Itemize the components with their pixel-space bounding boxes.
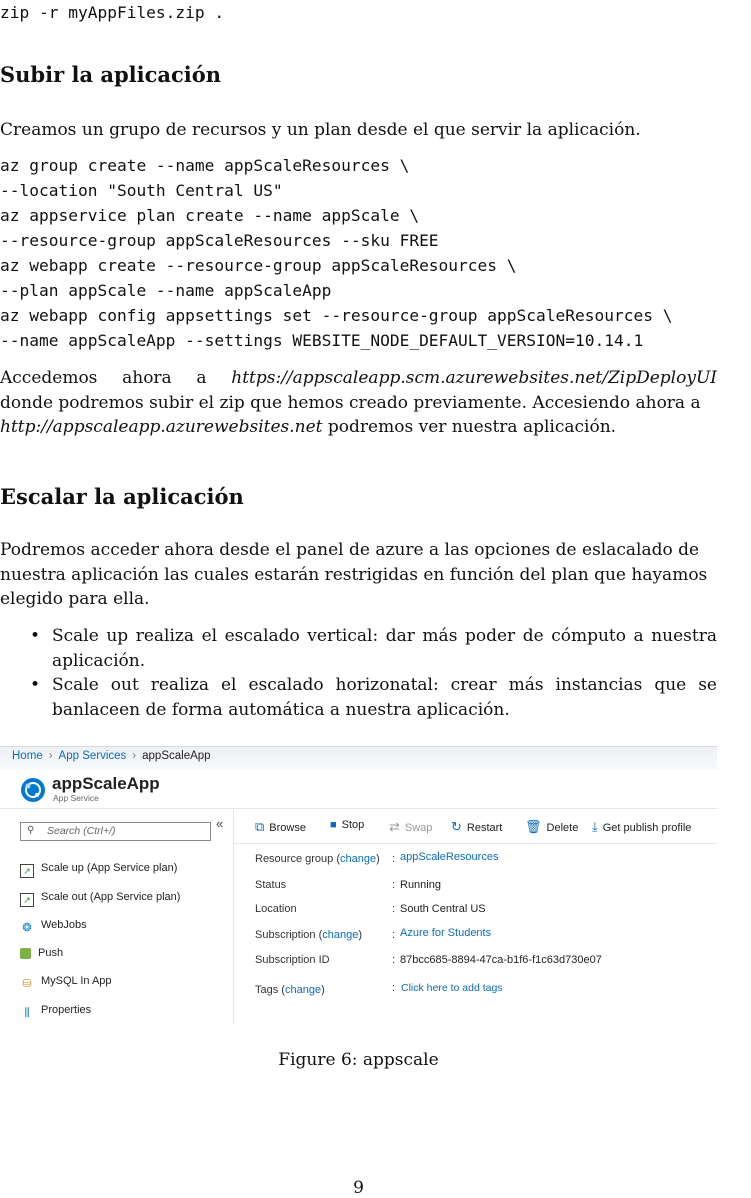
bullet-icon: • — [30, 675, 41, 696]
change-tags-link[interactable]: change — [284, 984, 322, 996]
list-item-line: Scale out realiza el escalado horizonatal: crear más instancias que se — [52, 675, 717, 696]
app-service-icon — [20, 777, 46, 803]
nav-item-scale-out[interactable] — [20, 891, 180, 907]
code-line: --plan appScale --name appScaleApp — [0, 281, 332, 300]
nav-item-label: Push — [38, 947, 64, 959]
prop-subscription-label: Subscription (change) — [255, 929, 363, 941]
bullet-list — [0, 624, 717, 722]
code-line: --resource-group appScaleResources --sku FREE — [0, 231, 439, 250]
code-line: --name appScaleApp --settings WEBSITE_NODE_DEFAULT_VERSION=10.14.1 — [0, 331, 644, 350]
page-number: 9 — [353, 1178, 364, 1198]
prop-label-text: Subscription — [255, 929, 316, 941]
colon: : — [392, 982, 396, 994]
nav-item-label: WebJobs — [41, 919, 87, 931]
nav-item-label: Scale up (App Service plan) — [41, 862, 178, 874]
toolbar-label: Get publish profile — [602, 822, 692, 834]
prop-resource-group-label: Resource group (change) — [255, 853, 380, 865]
nav-item-label: MySQL In App — [41, 975, 112, 987]
section2-paragraph — [0, 538, 717, 612]
scale-up-icon: ↗ — [20, 864, 34, 878]
restart-button[interactable] — [451, 819, 502, 835]
stop-button[interactable] — [330, 819, 364, 831]
breadcrumb-current: appScaleApp — [142, 750, 211, 762]
zipdeploy-link[interactable]: https://appscaleapp.scm.azurewebsites.net/ZipDeployUI — [231, 368, 717, 388]
code-line: --location "South Central US" — [0, 181, 283, 200]
search-input[interactable] — [20, 822, 211, 841]
swap-icon: ⇄ — [389, 819, 400, 834]
paragraph-text: Accedemos ahora a — [0, 368, 207, 388]
change-resource-group-link[interactable]: change — [340, 853, 377, 865]
prop-label-text: Tags — [255, 984, 279, 996]
mysql-icon: ⛁ — [22, 978, 32, 990]
browse-icon: ⧉ — [255, 819, 265, 834]
subscription-value[interactable]: Azure for Students — [400, 927, 492, 939]
push-icon — [20, 948, 31, 959]
collapse-menu-button[interactable]: « — [216, 816, 224, 831]
stop-icon: ■ — [330, 819, 337, 831]
paragraph-text: podremos ver nuestra aplicación. — [322, 417, 617, 438]
prop-tags-label: Tags (change) — [255, 984, 325, 996]
toolbar-label: Browse — [269, 822, 306, 834]
list-item-line: aplicación. — [52, 650, 146, 671]
status-value: Running — [400, 879, 441, 891]
prop-label-text: Resource group — [255, 853, 334, 865]
search-placeholder: Search (Ctrl+/) — [47, 825, 116, 837]
nav-item-scale-up[interactable] — [20, 862, 177, 878]
toolbar-label: Delete — [546, 822, 579, 834]
divider — [234, 843, 717, 844]
nav-item-properties[interactable] — [20, 1004, 91, 1020]
get-publish-profile-button[interactable] — [592, 819, 691, 835]
chevron-right-icon: › — [132, 750, 137, 762]
nav-item-webjobs[interactable] — [20, 919, 87, 935]
list-item — [0, 624, 717, 673]
paragraph-line — [0, 366, 717, 391]
prop-subscription-id-label: Subscription ID — [255, 954, 330, 966]
app-title: appScaleApp — [52, 774, 160, 793]
browse-button[interactable] — [255, 819, 306, 835]
location-value: South Central US — [400, 903, 486, 915]
prop-location-label: Location — [255, 903, 297, 915]
nav-item-mysql[interactable] — [20, 975, 112, 991]
colon: : — [392, 853, 396, 865]
figure-caption: Figure 6: appscale — [278, 1050, 439, 1070]
download-icon: ⤓ — [592, 819, 598, 834]
toolbar-label: Swap — [404, 822, 433, 834]
change-subscription-link[interactable]: change — [322, 929, 359, 941]
delete-button[interactable] — [525, 819, 578, 835]
paragraph-line: elegido para ella. — [0, 589, 150, 610]
chevron-right-icon: › — [48, 750, 53, 762]
restart-icon: ↻ — [451, 819, 462, 834]
code-line: az webapp create --resource-group appScaleResources \ — [0, 256, 517, 275]
nav-item-label: Scale out (App Service plan) — [41, 891, 181, 903]
resource-group-value[interactable]: appScaleResources — [400, 851, 499, 863]
colon: : — [392, 903, 396, 915]
code-line: az webapp config appsettings set --resource-group appScaleResources \ — [0, 306, 673, 325]
search-icon: ⚲ — [27, 825, 35, 836]
code-line: az group create --name appScaleResources \ — [0, 156, 410, 175]
paragraph-line: Podremos acceder ahora desde el panel de azure a las opciones de eslacalado de — [0, 540, 700, 560]
colon: : — [392, 954, 396, 966]
colon: : — [392, 879, 396, 891]
code-line: az appservice plan create --name appScale \ — [0, 206, 420, 225]
bullet-icon: • — [30, 626, 41, 646]
list-item-line: banlaceen de forma automática a nuestra aplicación. — [52, 699, 510, 720]
swap-button[interactable] — [389, 819, 432, 835]
app-url-link[interactable]: http://appscaleapp.azurewebsites.net — [0, 417, 323, 438]
list-item-line: Scale up realiza el escalado vertical: dar más poder de cómputo a nuestra — [52, 626, 717, 646]
paragraph-line — [0, 415, 717, 440]
delete-icon: 🗑 — [525, 819, 542, 834]
webjobs-icon: ❂ — [22, 922, 32, 934]
scale-out-icon: ↗ — [20, 893, 34, 907]
paragraph-line: nuestra aplicación las cuales estarán restrigidas en función del plan que hayamos — [0, 564, 708, 585]
azure-portal-screenshot — [0, 746, 717, 1024]
code-block-azure-cli — [0, 153, 672, 353]
breadcrumb-home[interactable]: Home — [12, 750, 43, 762]
colon: : — [392, 929, 396, 941]
nav-item-push[interactable] — [20, 947, 63, 959]
properties-icon: ⫼ — [24, 1007, 30, 1019]
subscription-id-value: 87bcc685-8894-47ca-b1f6-f1c63d730e07 — [400, 954, 602, 966]
toolbar-label: Restart — [466, 822, 503, 834]
breadcrumb — [12, 750, 211, 762]
section1-intro: Creamos un grupo de recursos y un plan desde el que servir la aplicación. — [0, 120, 641, 140]
paragraph-line: donde podremos subir el zip que hemos creado previamente. Accesiendo ahora a — [0, 392, 701, 413]
list-item — [0, 673, 717, 722]
section-heading-escalar: Escalar la aplicación — [0, 484, 244, 509]
section-heading-subir: Subir la aplicación — [0, 62, 222, 87]
toolbar-label: Stop — [341, 819, 365, 831]
add-tags-link[interactable]: Click here to add tags — [401, 982, 503, 994]
app-subtitle: App Service — [53, 793, 99, 803]
breadcrumb-app-services[interactable]: App Services — [58, 750, 127, 762]
nav-item-label: Properties — [41, 1004, 92, 1016]
code-zip-command: zip -r myAppFiles.zip . — [0, 3, 225, 22]
divider — [0, 808, 717, 809]
section1-paragraph — [0, 366, 717, 440]
prop-status-label: Status — [255, 879, 287, 891]
